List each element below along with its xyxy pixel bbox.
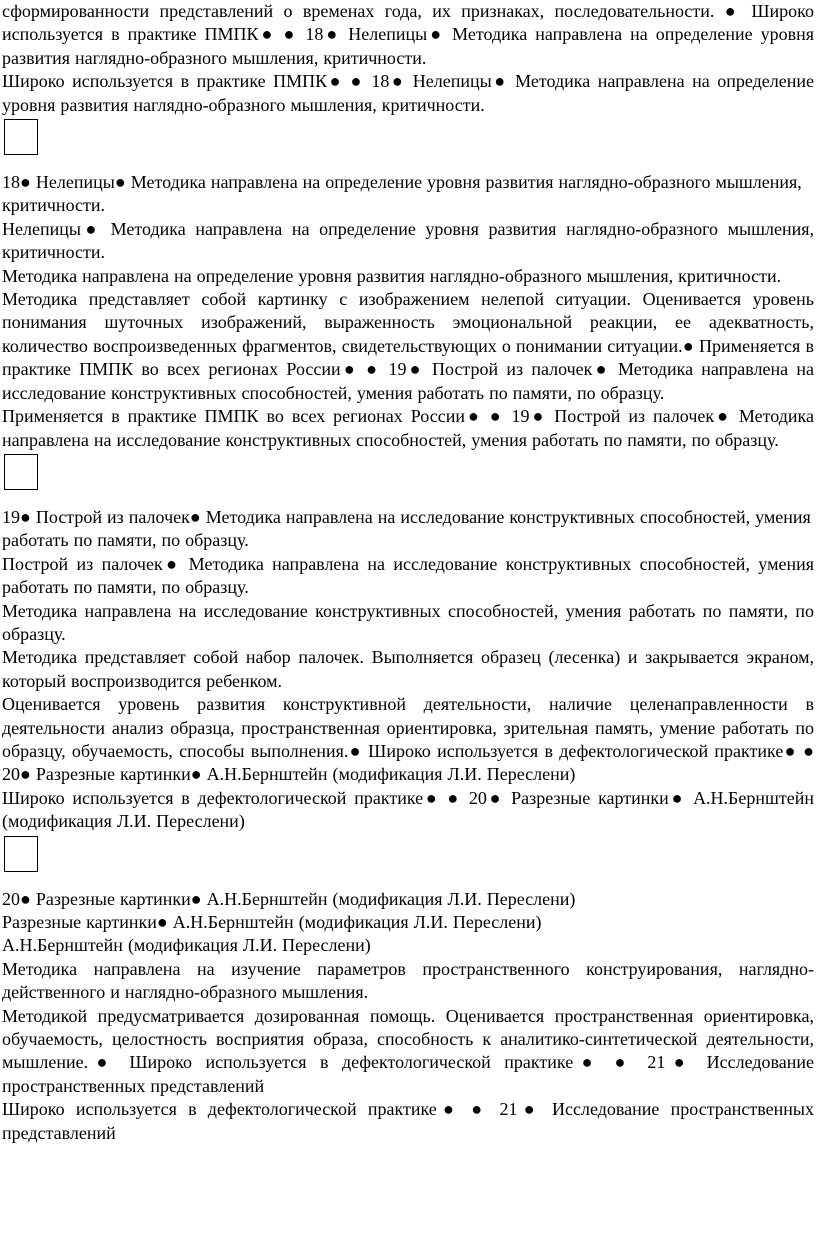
paragraph: Методика направлена на исследование конструктивных способностей, умения работать по памяти, по образцу. — [2, 600, 814, 644]
image-placeholder — [4, 836, 38, 872]
paragraph: Методика направлена на определение уровня развития наглядно-образного мышления, критичности. — [2, 265, 782, 286]
paragraph: Методика представляет собой набор палочек. Выполняется образец (лесенка) и закрывается экраном, который воспроизводится ребенком. — [2, 647, 814, 691]
paragraph: Оценивается уровень развития конструктивной деятельности, наличие целенаправленности в деятельности анализ образца, пространственная ориентировка, зрительная память, умение работать по образцу, обучаемость, способы выполнения.● Широко используется в дефектологической практике● ● 20● Разрезные картинки● А.Н.Бернштейн (модификация Л.И. Переслени) — [2, 694, 814, 785]
paragraph: Нелепицы● Методика направлена на определение уровня развития наглядно-образного мышления, критичности. — [2, 218, 814, 263]
paragraph: 20● Разрезные картинки● А.Н.Бернштейн (модификация Л.И. Переслени) — [2, 888, 576, 909]
paragraph: Широко используется в практике ПМПК● ● 18● Нелепицы● Методика направлена на определение уровня развития наглядно-образного мышления, критичности. — [2, 71, 814, 115]
paragraph: Применяется в практике ПМПК во всех регионах России● ● 19● Построй из палочек● Методика направлена на исследование конструктивных способностей, умения работать по памяти, по образцу. — [2, 406, 814, 450]
paragraph: Разрезные картинки● А.Н.Бернштейн (модификация Л.И. Переслени) — [2, 912, 542, 932]
paragraph: 19● Построй из палочек● Методика направлена на исследование конструктивных способностей, умения работать по памяти, по образцу. — [2, 506, 811, 551]
paragraph: 18● Нелепицы● Методика направлена на определение уровня развития наглядно-образного мышления, критичности. — [2, 172, 802, 216]
paragraph: А.Н.Бернштейн (модификация Л.И. Переслени) — [2, 935, 371, 956]
paragraph: Методика представляет собой картинку с изображением нелепой ситуации. Оценивается уровень понимания шуточных изображений, выраженность эмоциональной реакции, ее адекватность, количество воспроизведенных фрагментов, свидетельствующих о понимании ситуации.● Применяется в практике ПМПК во всех регионах России● ● 19● Построй из палочек● Методика направлена на исследование конструктивных способностей, умения работать по памяти, по образцу. — [2, 289, 814, 403]
paragraph: Построй из палочек● Методика направлена на исследование конструктивных способностей, умения работать по памяти, по образцу. — [2, 553, 814, 598]
paragraph: Широко используется в дефектологической практике● ● 20● Разрезные картинки● А.Н.Бернштейн (модификация Л.И. Переслени) — [2, 787, 814, 832]
paragraph: Методика направлена на изучение параметров пространственного конструирования, наглядно-действенного и наглядно-образного мышления. — [2, 958, 814, 1003]
paragraph: Широко используется в дефектологической практике● ● 21● Исследование пространственных представлений — [2, 1099, 814, 1143]
image-placeholder — [4, 119, 38, 155]
image-placeholder — [4, 454, 38, 490]
paragraph: Методикой предусматривается дозированная помощь. Оценивается пространственная ориентировка, обучаемость, целостность восприятия образа, способность к аналитико-синтетической деятельности, мышление.● Широко используется в дефектологической практике● ● 21● Исследование пространственных представлений — [2, 1005, 814, 1096]
paragraph: сформированности представлений о временах года, их признаках, последовательности. ● Широко используется в практике ПМПК● ● 18● Нелепицы● Методика направлена на определение уровня развития наглядно-образного мышления, критичности. — [2, 1, 814, 68]
